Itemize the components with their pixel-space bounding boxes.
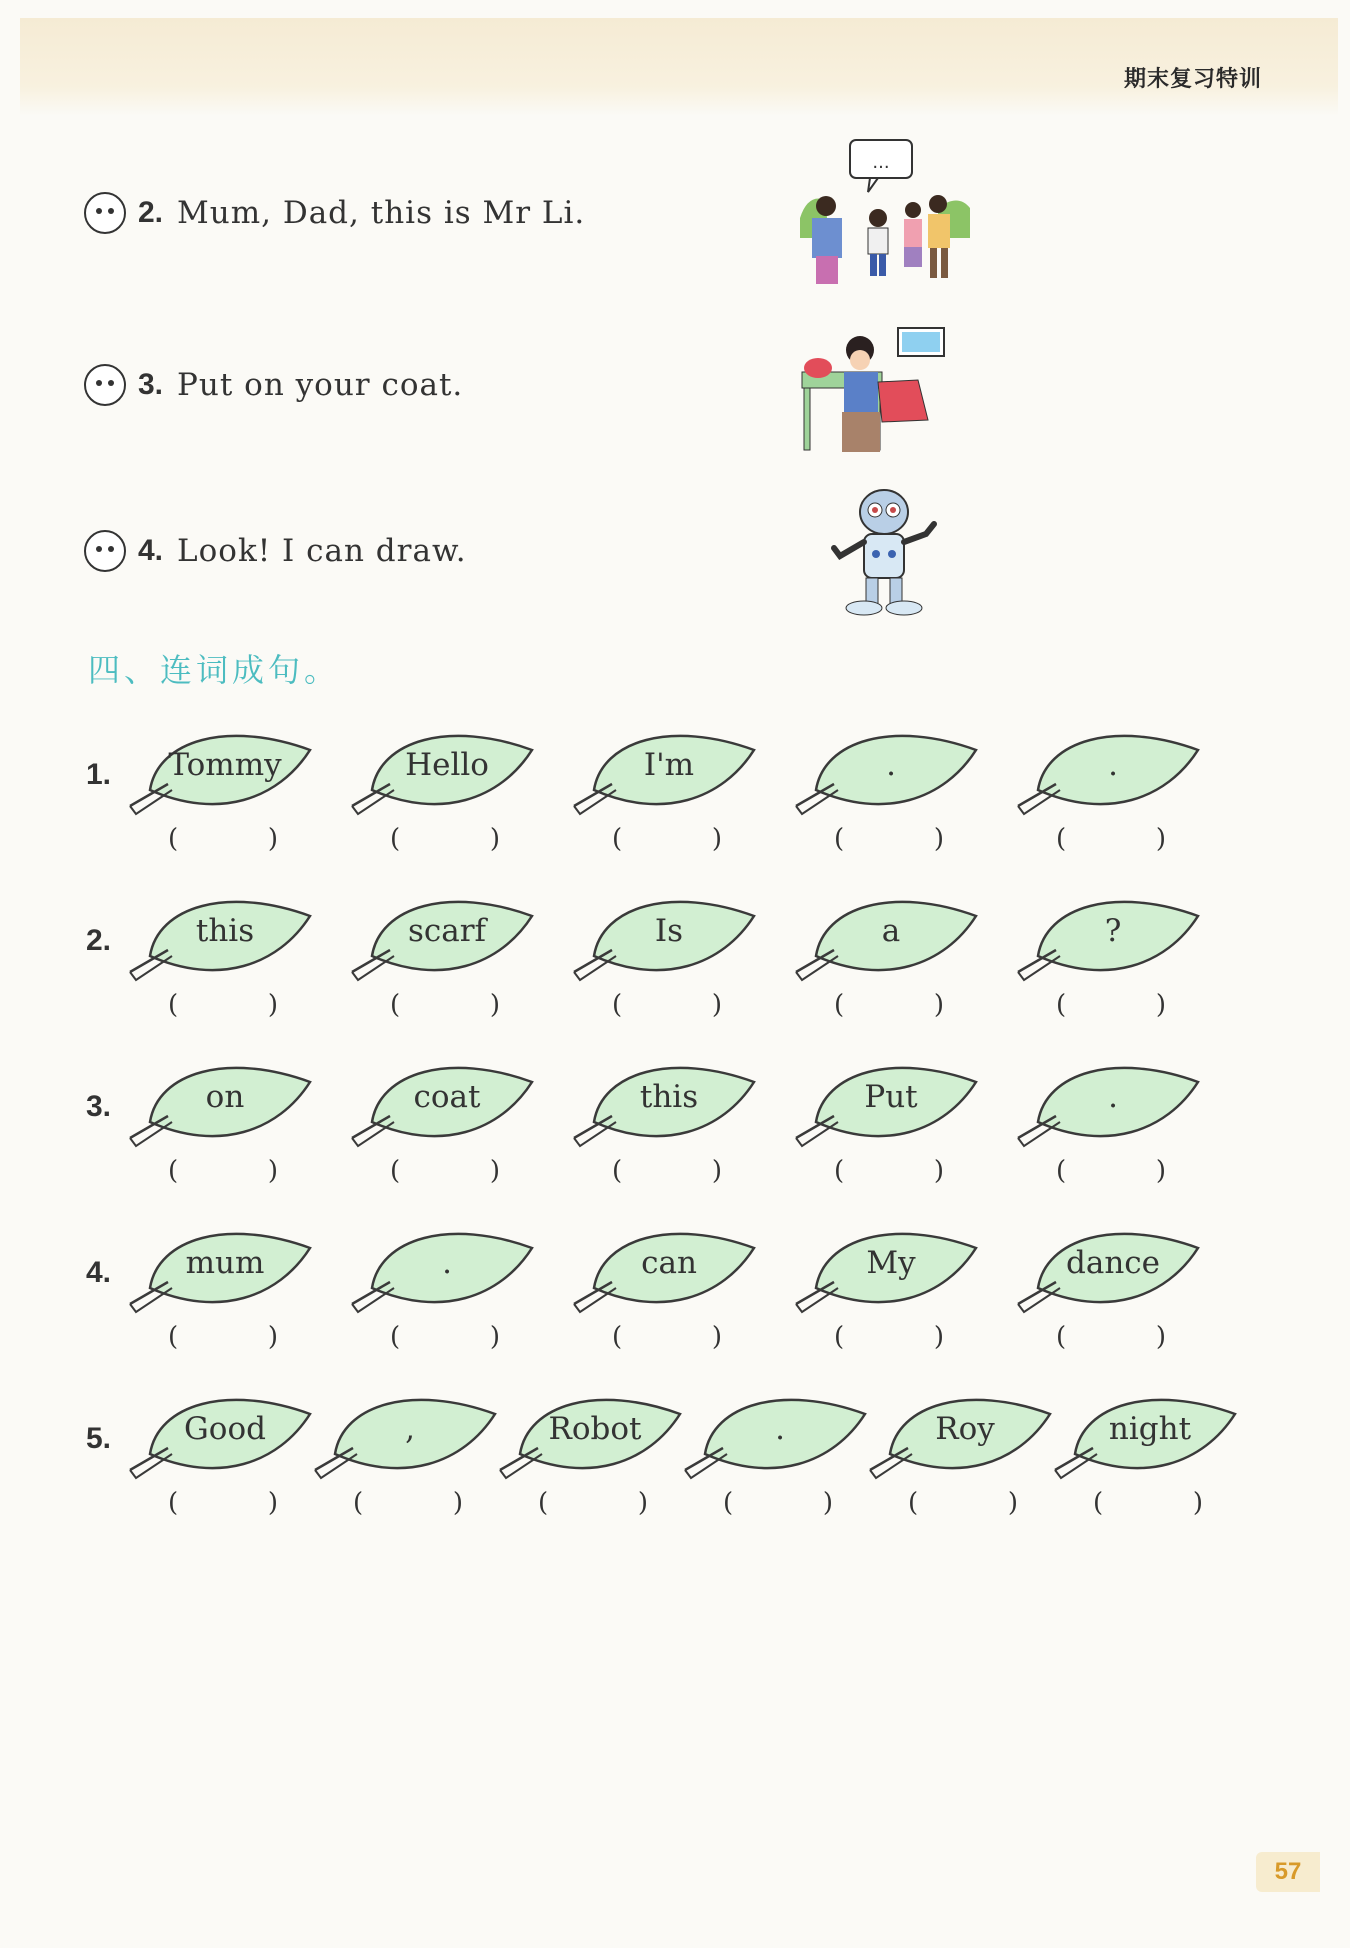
family-greeting-illustration bbox=[798, 138, 973, 288]
paren-open: ( bbox=[168, 824, 179, 854]
listen-face-icon bbox=[84, 192, 126, 234]
paren-open: ( bbox=[390, 1156, 401, 1186]
row-number: 3. bbox=[86, 1090, 112, 1123]
leaf-word: a bbox=[881, 913, 901, 949]
paren-open: ( bbox=[353, 1488, 364, 1518]
robot-illustration bbox=[826, 484, 942, 618]
paren-close: ) bbox=[933, 824, 944, 854]
paren-close: ) bbox=[1192, 1488, 1203, 1518]
answer-blank[interactable] bbox=[612, 1156, 722, 1186]
row-number: 2. bbox=[86, 924, 112, 957]
leaf-word: Is bbox=[654, 913, 684, 949]
answer-blank[interactable] bbox=[390, 1322, 500, 1352]
word-leaf bbox=[794, 886, 984, 996]
leaf-word: Tommy bbox=[168, 747, 282, 783]
paren-close: ) bbox=[637, 1488, 648, 1518]
paren-close: ) bbox=[711, 824, 722, 854]
paren-close: ) bbox=[1007, 1488, 1018, 1518]
word-leaf bbox=[572, 1218, 762, 1328]
paren-open: ( bbox=[168, 990, 179, 1020]
question-number: 3. bbox=[138, 368, 164, 401]
paren-open: ( bbox=[390, 824, 401, 854]
paren-close: ) bbox=[489, 1322, 500, 1352]
word-leaf bbox=[572, 1052, 762, 1162]
leaf-word: I'm bbox=[643, 747, 695, 783]
paren-close: ) bbox=[933, 1156, 944, 1186]
leaf-word: night bbox=[1108, 1411, 1192, 1447]
paren-open: ( bbox=[834, 990, 845, 1020]
leaf-word: , bbox=[405, 1411, 415, 1447]
paren-close: ) bbox=[822, 1488, 833, 1518]
paren-open: ( bbox=[1056, 990, 1067, 1020]
header-title: 期末复习特训 bbox=[1123, 67, 1262, 92]
leaf-word: . bbox=[1108, 747, 1118, 783]
word-leaf bbox=[350, 720, 540, 830]
word-leaf bbox=[1016, 886, 1206, 996]
paren-open: ( bbox=[1056, 1156, 1067, 1186]
paren-open: ( bbox=[1093, 1488, 1104, 1518]
answer-blank[interactable] bbox=[834, 1156, 944, 1186]
leaf-word: Robot bbox=[548, 1411, 642, 1447]
paren-close: ) bbox=[489, 1156, 500, 1186]
section-title: 四、连词成句。 bbox=[88, 651, 341, 689]
answer-blank[interactable] bbox=[1056, 1322, 1166, 1352]
word-leaf bbox=[350, 1052, 540, 1162]
word-row-2 bbox=[0, 886, 1350, 1036]
word-leaf bbox=[498, 1384, 688, 1494]
row-number: 1. bbox=[86, 758, 112, 791]
mother-coat-illustration bbox=[800, 324, 948, 454]
row-number: 5. bbox=[86, 1422, 112, 1455]
question-text: Mum, Dad, this is Mr Li. bbox=[177, 195, 586, 231]
paren-open: ( bbox=[168, 1156, 179, 1186]
leaf-word: . bbox=[775, 1411, 785, 1447]
answer-blank[interactable] bbox=[168, 1322, 278, 1352]
paren-open: ( bbox=[723, 1488, 734, 1518]
leaf-word: Hello bbox=[405, 747, 489, 783]
paren-open: ( bbox=[834, 1322, 845, 1352]
row-number: 4. bbox=[86, 1256, 112, 1289]
leaf-word: dance bbox=[1066, 1245, 1160, 1281]
word-leaf bbox=[128, 1384, 318, 1494]
answer-blank[interactable] bbox=[353, 1488, 463, 1518]
paren-close: ) bbox=[267, 824, 278, 854]
leaf-word: this bbox=[639, 1079, 699, 1115]
paren-close: ) bbox=[711, 990, 722, 1020]
speech-bubble-text: ... bbox=[872, 152, 890, 173]
word-leaf bbox=[868, 1384, 1058, 1494]
word-leaf bbox=[683, 1384, 873, 1494]
paren-close: ) bbox=[933, 990, 944, 1020]
paren-close: ) bbox=[711, 1322, 722, 1352]
paren-open: ( bbox=[612, 1322, 623, 1352]
paren-close: ) bbox=[267, 1322, 278, 1352]
word-row-4 bbox=[0, 1218, 1350, 1368]
leaf-word: ? bbox=[1104, 913, 1122, 949]
answer-blank[interactable] bbox=[612, 824, 722, 854]
word-leaf bbox=[572, 720, 762, 830]
paren-open: ( bbox=[908, 1488, 919, 1518]
word-row-3 bbox=[0, 1052, 1350, 1202]
word-leaf bbox=[128, 720, 318, 830]
paren-close: ) bbox=[933, 1322, 944, 1352]
paren-close: ) bbox=[267, 1488, 278, 1518]
word-leaf bbox=[794, 720, 984, 830]
listening-item bbox=[84, 188, 585, 238]
answer-blank[interactable] bbox=[612, 1322, 722, 1352]
word-leaf bbox=[572, 886, 762, 996]
answer-blank[interactable] bbox=[1056, 990, 1166, 1020]
word-leaf bbox=[1053, 1384, 1243, 1494]
answer-blank[interactable] bbox=[834, 1322, 944, 1352]
answer-blank[interactable] bbox=[390, 824, 500, 854]
word-leaf bbox=[350, 1218, 540, 1328]
paren-open: ( bbox=[538, 1488, 549, 1518]
answer-blank[interactable] bbox=[612, 990, 722, 1020]
question-text: Put on your coat. bbox=[177, 367, 464, 403]
leaf-word: . bbox=[442, 1245, 452, 1281]
word-leaf bbox=[1016, 1052, 1206, 1162]
paren-close: ) bbox=[1155, 990, 1166, 1020]
paren-open: ( bbox=[1056, 1322, 1067, 1352]
word-leaf bbox=[313, 1384, 503, 1494]
paren-close: ) bbox=[1155, 1156, 1166, 1186]
listen-face-icon bbox=[84, 364, 126, 406]
listen-face-icon bbox=[84, 530, 126, 572]
leaf-word: coat bbox=[413, 1079, 481, 1115]
leaf-word: mum bbox=[185, 1245, 265, 1281]
paren-open: ( bbox=[168, 1322, 179, 1352]
answer-blank[interactable] bbox=[834, 990, 944, 1020]
paren-close: ) bbox=[267, 990, 278, 1020]
question-number: 4. bbox=[138, 534, 164, 567]
paren-close: ) bbox=[267, 1156, 278, 1186]
answer-blank[interactable] bbox=[1056, 1156, 1166, 1186]
paren-open: ( bbox=[390, 1322, 401, 1352]
paren-open: ( bbox=[612, 824, 623, 854]
answer-blank[interactable] bbox=[168, 824, 278, 854]
paren-open: ( bbox=[612, 990, 623, 1020]
answer-blank[interactable] bbox=[1093, 1488, 1203, 1518]
answer-blank[interactable] bbox=[1056, 824, 1166, 854]
word-row-5 bbox=[0, 1384, 1350, 1534]
listening-item bbox=[84, 360, 463, 410]
answer-blank[interactable] bbox=[834, 824, 944, 854]
word-leaf bbox=[794, 1218, 984, 1328]
paren-close: ) bbox=[1155, 1322, 1166, 1352]
word-row-1 bbox=[0, 720, 1350, 870]
leaf-word: this bbox=[195, 913, 255, 949]
word-leaf bbox=[1016, 1218, 1206, 1328]
paren-close: ) bbox=[711, 1156, 722, 1186]
leaf-word: scarf bbox=[407, 913, 487, 949]
word-leaf bbox=[128, 1218, 318, 1328]
word-leaf bbox=[128, 1052, 318, 1162]
leaf-word: Roy bbox=[935, 1411, 995, 1447]
word-leaf bbox=[794, 1052, 984, 1162]
page-number: 57 bbox=[1256, 1852, 1320, 1892]
leaf-word: Good bbox=[184, 1411, 266, 1447]
paren-open: ( bbox=[612, 1156, 623, 1186]
paren-close: ) bbox=[489, 990, 500, 1020]
leaf-word: on bbox=[205, 1079, 245, 1115]
leaf-word: My bbox=[866, 1245, 916, 1281]
leaf-word: . bbox=[886, 747, 896, 783]
answer-blank[interactable] bbox=[168, 1488, 278, 1518]
answer-blank[interactable] bbox=[723, 1488, 833, 1518]
paren-close: ) bbox=[489, 824, 500, 854]
paren-open: ( bbox=[834, 1156, 845, 1186]
word-leaf bbox=[1016, 720, 1206, 830]
answer-blank[interactable] bbox=[908, 1488, 1018, 1518]
paren-close: ) bbox=[1155, 824, 1166, 854]
paren-open: ( bbox=[1056, 824, 1067, 854]
listening-item bbox=[84, 526, 467, 576]
leaf-word: can bbox=[641, 1245, 697, 1281]
answer-blank[interactable] bbox=[390, 1156, 500, 1186]
leaf-word: . bbox=[1108, 1079, 1118, 1115]
paren-open: ( bbox=[390, 990, 401, 1020]
word-leaf bbox=[128, 886, 318, 996]
leaf-word: Put bbox=[864, 1079, 918, 1115]
answer-blank[interactable] bbox=[168, 990, 278, 1020]
answer-blank[interactable] bbox=[538, 1488, 648, 1518]
question-text: Look! I can draw. bbox=[177, 533, 467, 569]
word-leaf bbox=[350, 886, 540, 996]
question-number: 2. bbox=[138, 196, 164, 229]
paren-close: ) bbox=[452, 1488, 463, 1518]
answer-blank[interactable] bbox=[390, 990, 500, 1020]
paren-open: ( bbox=[168, 1488, 179, 1518]
paren-open: ( bbox=[834, 824, 845, 854]
answer-blank[interactable] bbox=[168, 1156, 278, 1186]
